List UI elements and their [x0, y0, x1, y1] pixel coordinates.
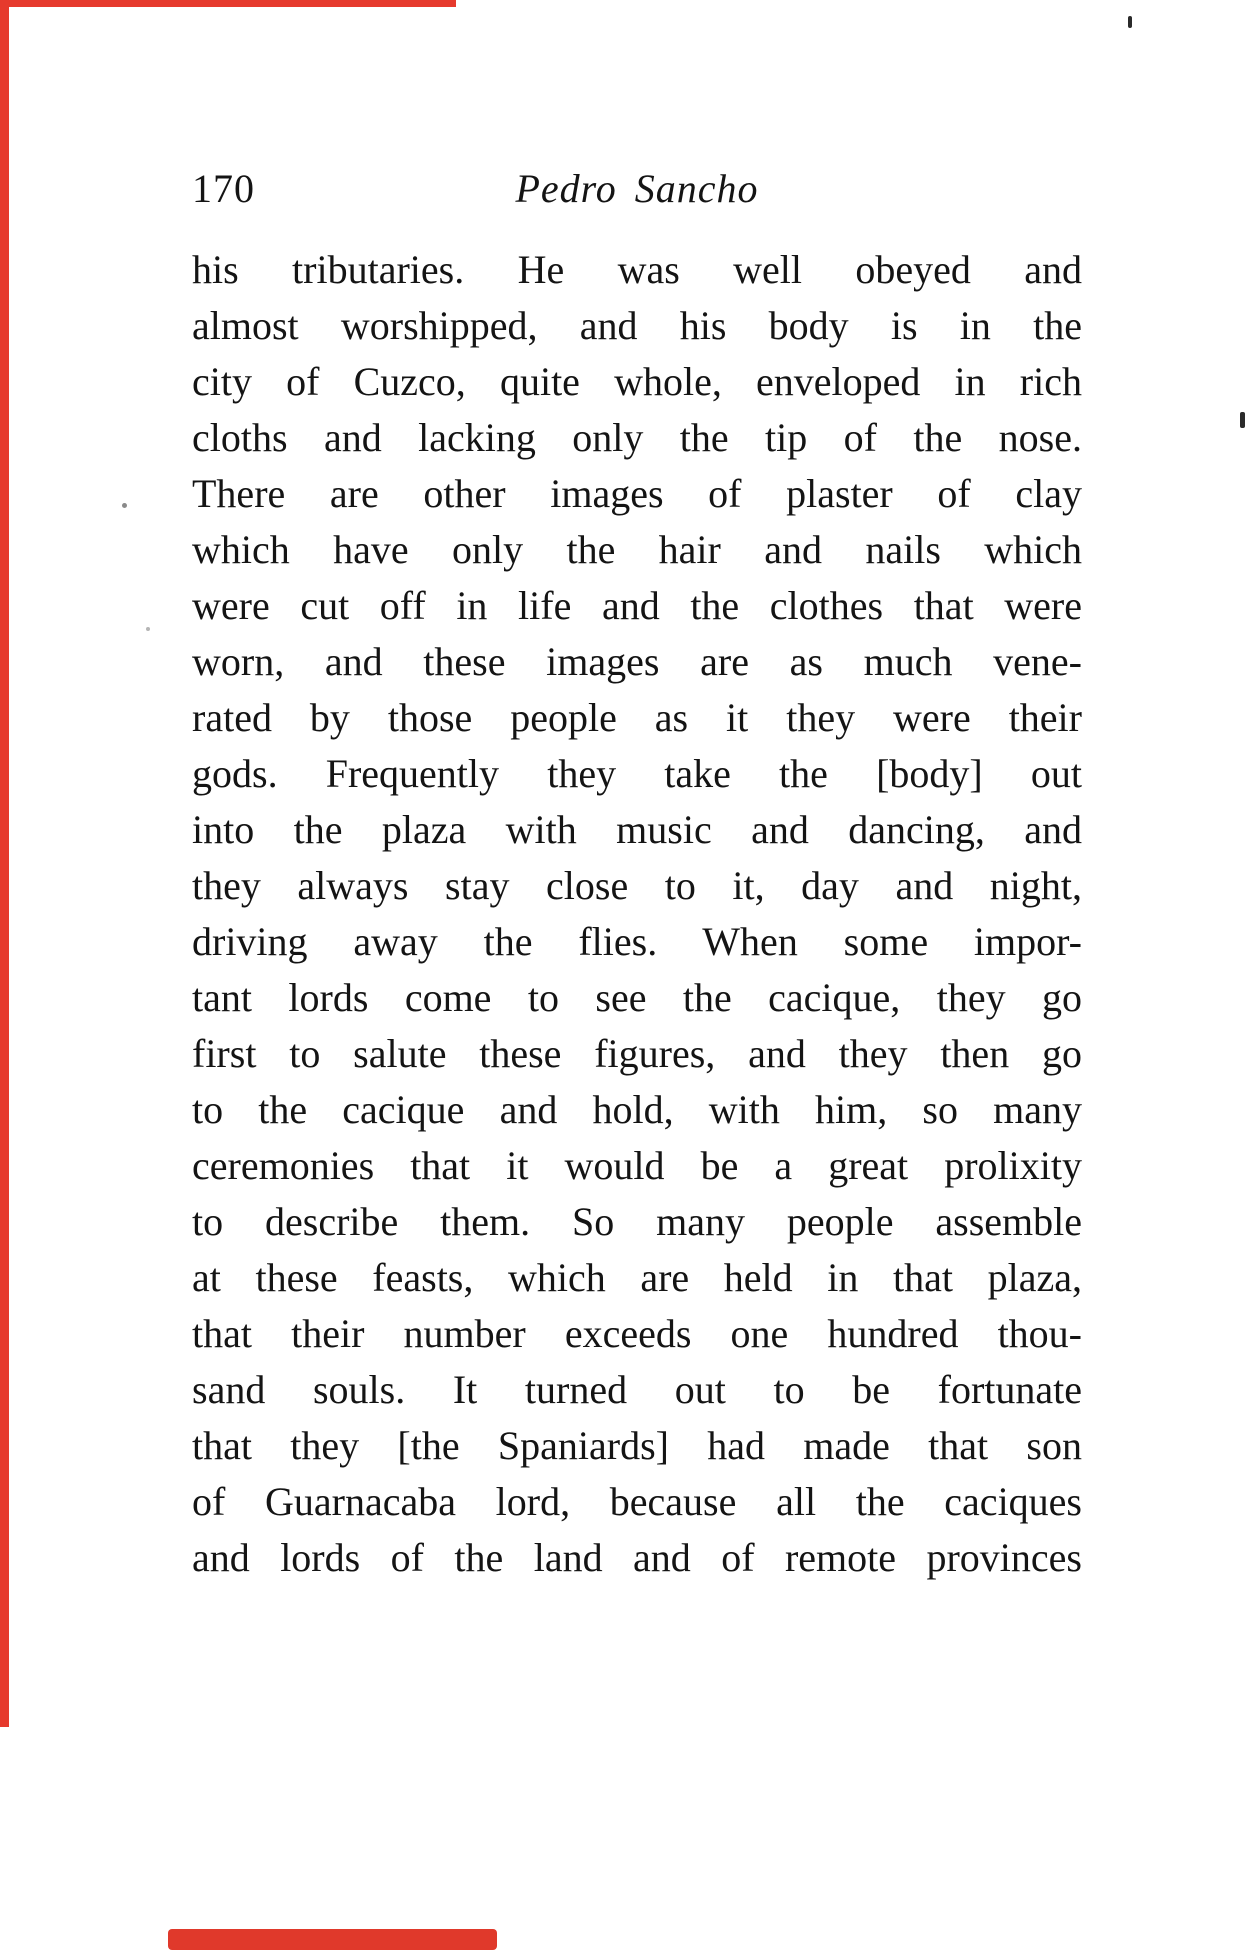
page-number: 170	[192, 166, 255, 211]
text-line: that their number exceeds one hundred thou-	[192, 1311, 1082, 1356]
text-line: his tributaries. He was well obeyed and	[192, 247, 1082, 292]
scan-edge-bottom	[168, 1929, 497, 1950]
text-line: tant lords come to see the cacique, they go	[192, 975, 1082, 1020]
running-title: Pedro Sancho	[515, 166, 759, 211]
ink-speck	[1128, 16, 1132, 28]
ink-speck	[122, 503, 127, 508]
text-line: city of Cuzco, quite whole, enveloped in rich	[192, 359, 1082, 404]
text-line: that they [the Spaniards] had made that son	[192, 1423, 1082, 1468]
text-line: gods. Frequently they take the [body] out	[192, 751, 1082, 796]
text-line: almost worshipped, and his body is in the	[192, 303, 1082, 348]
text-line: were cut off in life and the clothes that were	[192, 583, 1082, 628]
text-line: they always stay close to it, day and night,	[192, 863, 1082, 908]
text-line: rated by those people as it they were their	[192, 695, 1082, 740]
text-line: at these feasts, which are held in that plaza,	[192, 1255, 1082, 1300]
text-line: which have only the hair and nails which	[192, 527, 1082, 572]
text-line: to the cacique and hold, with him, so many	[192, 1087, 1082, 1132]
body-text	[192, 242, 1082, 1586]
scan-edge-top	[0, 0, 456, 7]
text-line: first to salute these figures, and they then go	[192, 1031, 1082, 1076]
text-line: of Guarnacaba lord, because all the caciques	[192, 1479, 1082, 1524]
running-head	[192, 165, 1082, 213]
text-line: and lords of the land and of remote provinces	[192, 1535, 1082, 1580]
text-line: driving away the flies. When some impor-	[192, 919, 1082, 964]
ink-speck	[146, 627, 150, 631]
text-line: to describe them. So many people assemble	[192, 1199, 1082, 1244]
text-line: worn, and these images are as much vene-	[192, 639, 1082, 684]
text-line: cloths and lacking only the tip of the nose.	[192, 415, 1082, 460]
text-line: ceremonies that it would be a great prolixity	[192, 1143, 1082, 1188]
scan-edge-left	[0, 0, 9, 1727]
text-line: There are other images of plaster of clay	[192, 471, 1082, 516]
text-line: into the plaza with music and dancing, and	[192, 807, 1082, 852]
text-line: sand souls. It turned out to be fortunate	[192, 1367, 1082, 1412]
ink-speck	[1240, 412, 1245, 428]
